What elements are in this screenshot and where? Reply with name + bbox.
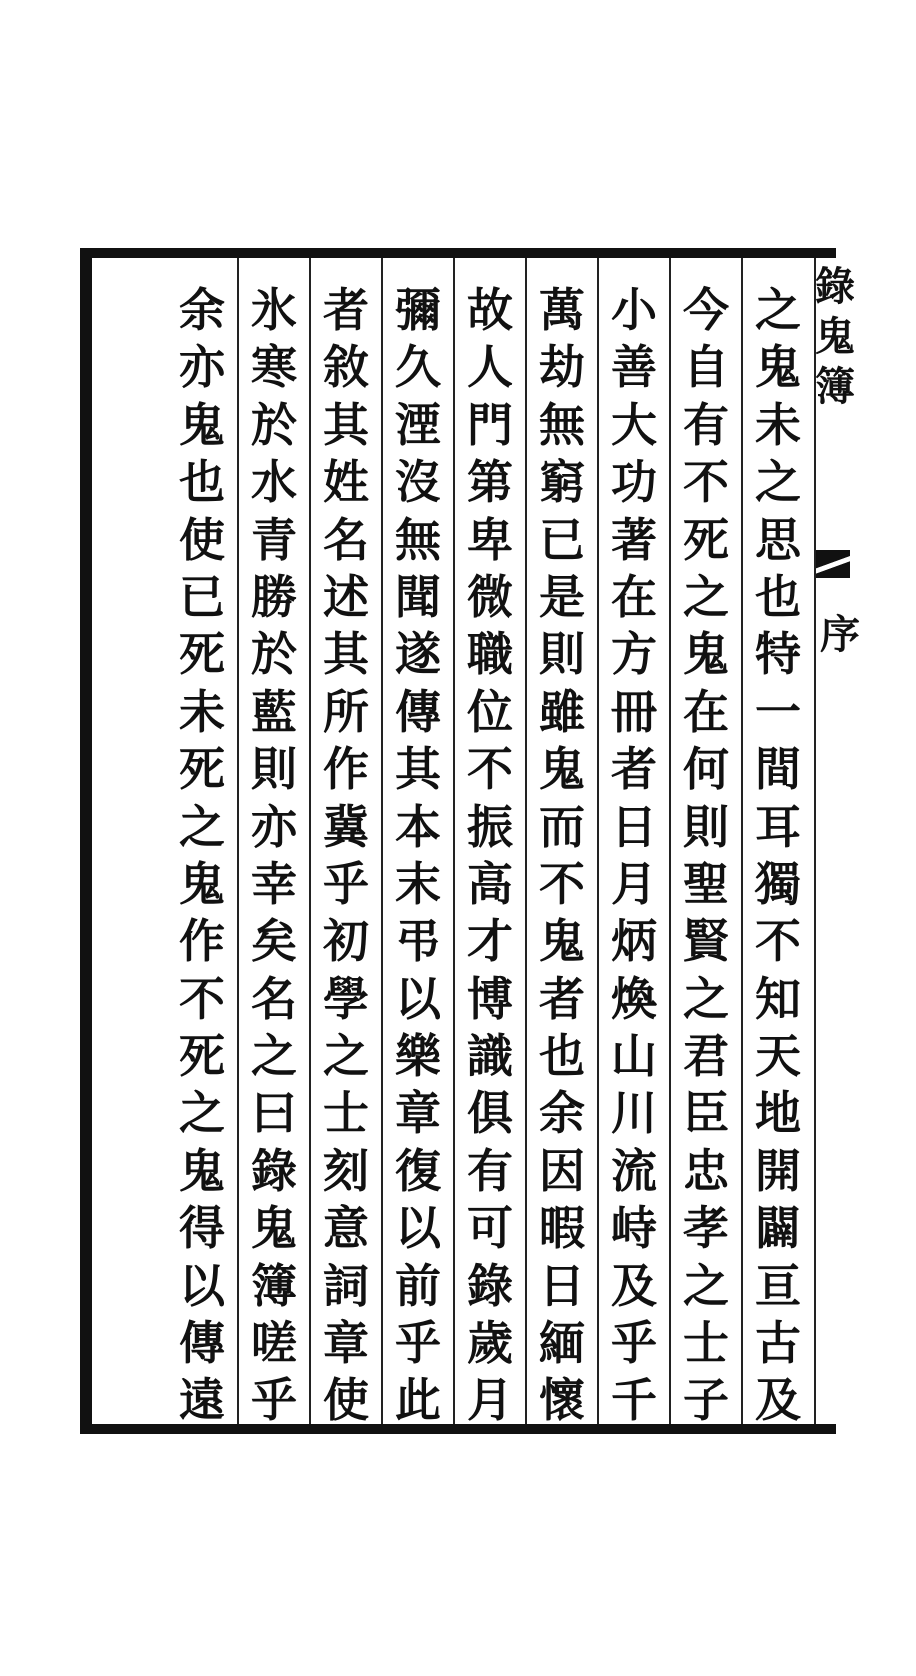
fold-margin [814, 258, 860, 1424]
fold-section-label: 序 [820, 611, 860, 658]
text-column: 萬 劫 無 窮 已 是 則 雖 鬼 而 不 鬼 者 也 余 因 暇 日 緬 懷 [539, 283, 585, 1428]
text-column: 故 人 門 第 卑 微 職 位 不 振 高 才 博 識 俱 有 可 錄 歲 月 [467, 283, 513, 1428]
column-rule [237, 258, 239, 1424]
text-column: 小 善 大 功 著 在 方 冊 者 日 月 炳 煥 山 川 流 峙 及 乎 千 [611, 283, 657, 1428]
column-rule [741, 258, 743, 1424]
text-column: 氷 寒 於 水 青 勝 於 藍 則 亦 幸 矣 名 之 曰 錄 鬼 簿 嗟 乎 [251, 283, 297, 1428]
fold-fishtail-mark [816, 550, 850, 578]
text-column: 者 敘 其 姓 名 述 其 所 作 冀 乎 初 學 之 士 刻 意 詞 章 使 [323, 283, 369, 1428]
column-rule [525, 258, 527, 1424]
text-column: 之 鬼 未 之 思 也 特 一 間 耳 獨 不 知 天 地 開 闢 亘 古 及 [755, 283, 801, 1428]
fold-title: 錄 鬼 簿 [815, 263, 855, 410]
column-rule [597, 258, 599, 1424]
text-column: 余 亦 鬼 也 使 已 死 未 死 之 鬼 作 不 死 之 鬼 得 以 傳 遠 [179, 283, 225, 1428]
column-rule [381, 258, 383, 1424]
column-rule [309, 258, 311, 1424]
text-column: 彌 久 湮 沒 無 聞 遂 傳 其 本 末 弔 以 樂 章 復 以 前 乎 此 [395, 283, 441, 1428]
column-rule [669, 258, 671, 1424]
text-column: 今 自 有 不 死 之 鬼 在 何 則 聖 賢 之 君 臣 忠 孝 之 士 子 [683, 283, 729, 1428]
column-rule [453, 258, 455, 1424]
page-frame [80, 248, 860, 1434]
